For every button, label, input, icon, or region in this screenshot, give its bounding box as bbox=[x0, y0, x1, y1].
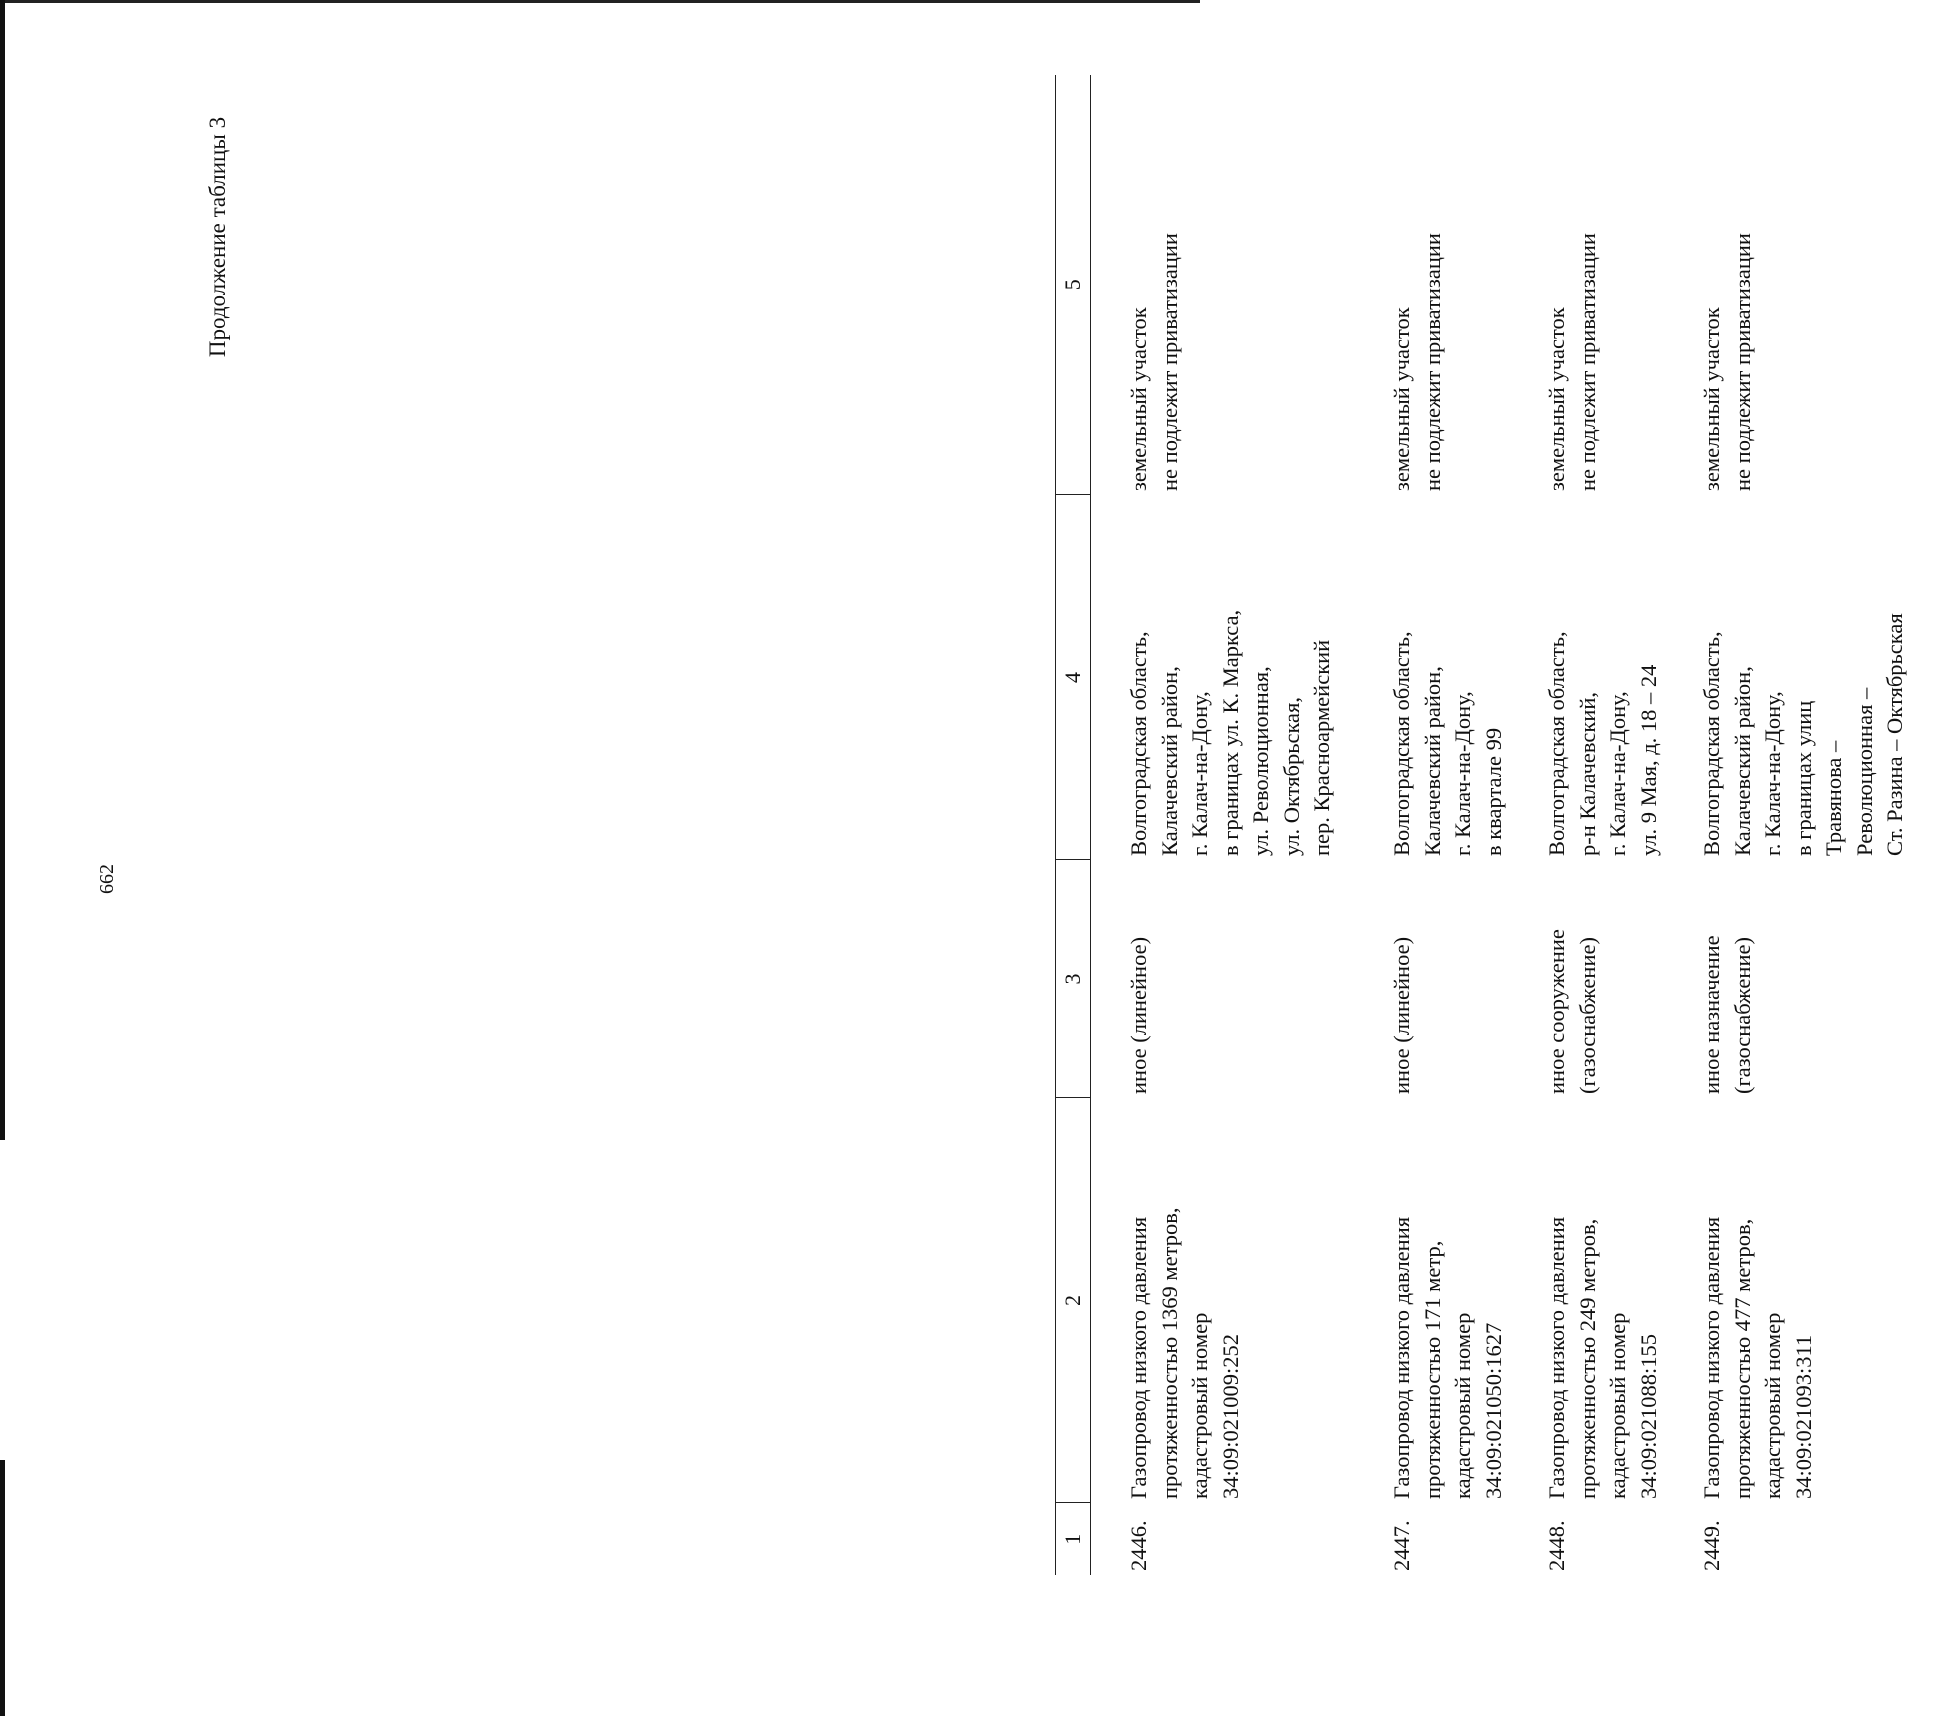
table-row bbox=[1664, 75, 1911, 1575]
cell-text-line: (газоснабжение) bbox=[1574, 937, 1600, 1094]
column-header-5: 5 bbox=[1056, 75, 1091, 495]
cell-text-line: Газопровод низкого давления bbox=[1544, 1216, 1569, 1499]
cell-text-line: Газопровод низкого давления bbox=[1126, 1216, 1151, 1499]
column-header-1: 1 bbox=[1056, 1503, 1091, 1575]
cell-text-line: не подлежит приватизации bbox=[1419, 233, 1445, 491]
object-kind-cell bbox=[1091, 860, 1355, 1098]
object-kind-cell bbox=[1509, 860, 1664, 1098]
row-number-cell: 2449. bbox=[1699, 1520, 1724, 1571]
cell-text-line: г. Калач-на-Дону, bbox=[1760, 691, 1785, 856]
cell-text-line: ул. Октябрьская, bbox=[1278, 696, 1304, 856]
cell-text-line: земельный участок bbox=[1699, 307, 1724, 491]
cell-text-line: кадастровый номер bbox=[1760, 1312, 1785, 1499]
table-row bbox=[1091, 75, 1355, 1575]
cell-text-line: г. Калач-на-Дону, bbox=[1450, 691, 1475, 856]
table-row bbox=[1509, 75, 1664, 1575]
cell-text-line: кадастровый номер bbox=[1450, 1312, 1475, 1499]
cell-text-line: кадастровый номер bbox=[1187, 1312, 1212, 1499]
object-note-cell bbox=[1354, 75, 1509, 495]
row-number-cell: 2448. bbox=[1544, 1520, 1569, 1571]
cell-text-line: 34:09:021009:252 bbox=[1217, 1333, 1243, 1499]
cell-text-line: 34:09:021088:155 bbox=[1635, 1333, 1661, 1499]
column-header-4: 4 bbox=[1056, 495, 1091, 860]
cell-text-line: в границах улиц bbox=[1790, 700, 1816, 856]
cell-text-line: 34:09:021050:1627 bbox=[1480, 1322, 1506, 1499]
table-row bbox=[1354, 75, 1509, 1575]
cell-text-line: Волгоградская область, bbox=[1544, 631, 1569, 856]
object-kind-cell bbox=[1354, 860, 1509, 1098]
cell-text-line: Ст. Разина – Октябрьская bbox=[1882, 613, 1907, 856]
table-header-row bbox=[1056, 75, 1091, 1575]
cell-text-line: не подлежит приватизации bbox=[1574, 233, 1600, 491]
cell-text-line: протяженностью 1369 метров, bbox=[1156, 1207, 1182, 1499]
cell-text-line: не подлежит приватизации bbox=[1156, 233, 1182, 491]
cell-text-line: в границах ул. К. Маркса, bbox=[1217, 609, 1243, 856]
object-note-cell bbox=[1509, 75, 1664, 495]
cell-text-line: в квартале 99 bbox=[1480, 727, 1506, 856]
cell-text-line: Волгоградская область, bbox=[1389, 631, 1414, 856]
table-body bbox=[1091, 75, 1911, 1575]
cell-text-line: Травянова – bbox=[1821, 740, 1846, 856]
object-note-cell bbox=[1664, 75, 1911, 495]
table-caption: Продолжение таблицы 3 bbox=[205, 116, 230, 358]
cell-text-line: Газопровод низкого давления bbox=[1699, 1216, 1724, 1499]
cell-text-line: Газопровод низкого давления bbox=[1389, 1216, 1414, 1499]
object-address-cell bbox=[1509, 495, 1664, 860]
row-number-cell: 2447. bbox=[1389, 1520, 1414, 1571]
cell-text-line: протяженностью 249 метров, bbox=[1574, 1218, 1600, 1499]
cell-text-line: кадастровый номер bbox=[1605, 1312, 1630, 1499]
object-address-cell bbox=[1664, 495, 1911, 860]
object-name-cell bbox=[1091, 1098, 1355, 1503]
object-note-cell bbox=[1091, 75, 1355, 495]
cell-text-line: иное сооружение bbox=[1544, 929, 1569, 1094]
cell-text-line: Калачевский район, bbox=[1419, 666, 1445, 856]
cell-text-line: иное назначение bbox=[1699, 935, 1724, 1094]
property-table bbox=[1055, 75, 1911, 1575]
cell-text-line: Волгоградская область, bbox=[1699, 631, 1724, 856]
object-kind-cell bbox=[1664, 860, 1911, 1098]
column-header-3: 3 bbox=[1056, 860, 1091, 1098]
object-name-cell bbox=[1354, 1098, 1509, 1503]
cell-text-line: не подлежит приватизации bbox=[1729, 233, 1755, 491]
page-number: 662 bbox=[96, 864, 118, 894]
object-address-cell bbox=[1091, 495, 1355, 860]
cell-text-line: протяженностью 171 метр, bbox=[1419, 1240, 1445, 1499]
cell-text-line: пер. Красноармейский bbox=[1309, 639, 1334, 856]
cell-text-line: Революционная – bbox=[1851, 687, 1877, 856]
cell-text-line: ул. Революционная, bbox=[1248, 666, 1273, 856]
cell-text-line: протяженностью 477 метров, bbox=[1729, 1218, 1755, 1499]
cell-text-line: 34:09:021093:311 bbox=[1790, 1334, 1816, 1499]
cell-text-line: г. Калач-на-Дону, bbox=[1187, 691, 1212, 856]
cell-text-line: земельный участок bbox=[1544, 307, 1569, 491]
object-address-cell bbox=[1354, 495, 1509, 860]
cell-text-line: земельный участок bbox=[1126, 307, 1151, 491]
cell-text-line: иное (линейное) bbox=[1389, 936, 1414, 1094]
cell-text-line: (газоснабжение) bbox=[1729, 937, 1755, 1094]
row-number-cell: 2446. bbox=[1126, 1520, 1151, 1571]
cell-text-line: Калачевский район, bbox=[1729, 666, 1755, 856]
scan-edge-top bbox=[0, 0, 1200, 3]
object-name-cell bbox=[1509, 1098, 1664, 1503]
object-name-cell bbox=[1664, 1098, 1911, 1503]
scan-edge-gap bbox=[0, 1140, 5, 1460]
document-table-rotated bbox=[1055, 75, 1945, 1575]
column-header-2: 2 bbox=[1056, 1098, 1091, 1503]
cell-text-line: Волгоградская область, bbox=[1126, 631, 1151, 856]
cell-text-line: Калачевский район, bbox=[1156, 666, 1182, 856]
cell-text-line: р-н Калачевский, bbox=[1574, 691, 1600, 856]
cell-text-line: ул. 9 Мая, д. 18 – 24 bbox=[1635, 664, 1661, 856]
cell-text-line: иное (линейное) bbox=[1126, 936, 1151, 1094]
cell-text-line: г. Калач-на-Дону, bbox=[1605, 691, 1630, 856]
cell-text-line: земельный участок bbox=[1389, 307, 1414, 491]
